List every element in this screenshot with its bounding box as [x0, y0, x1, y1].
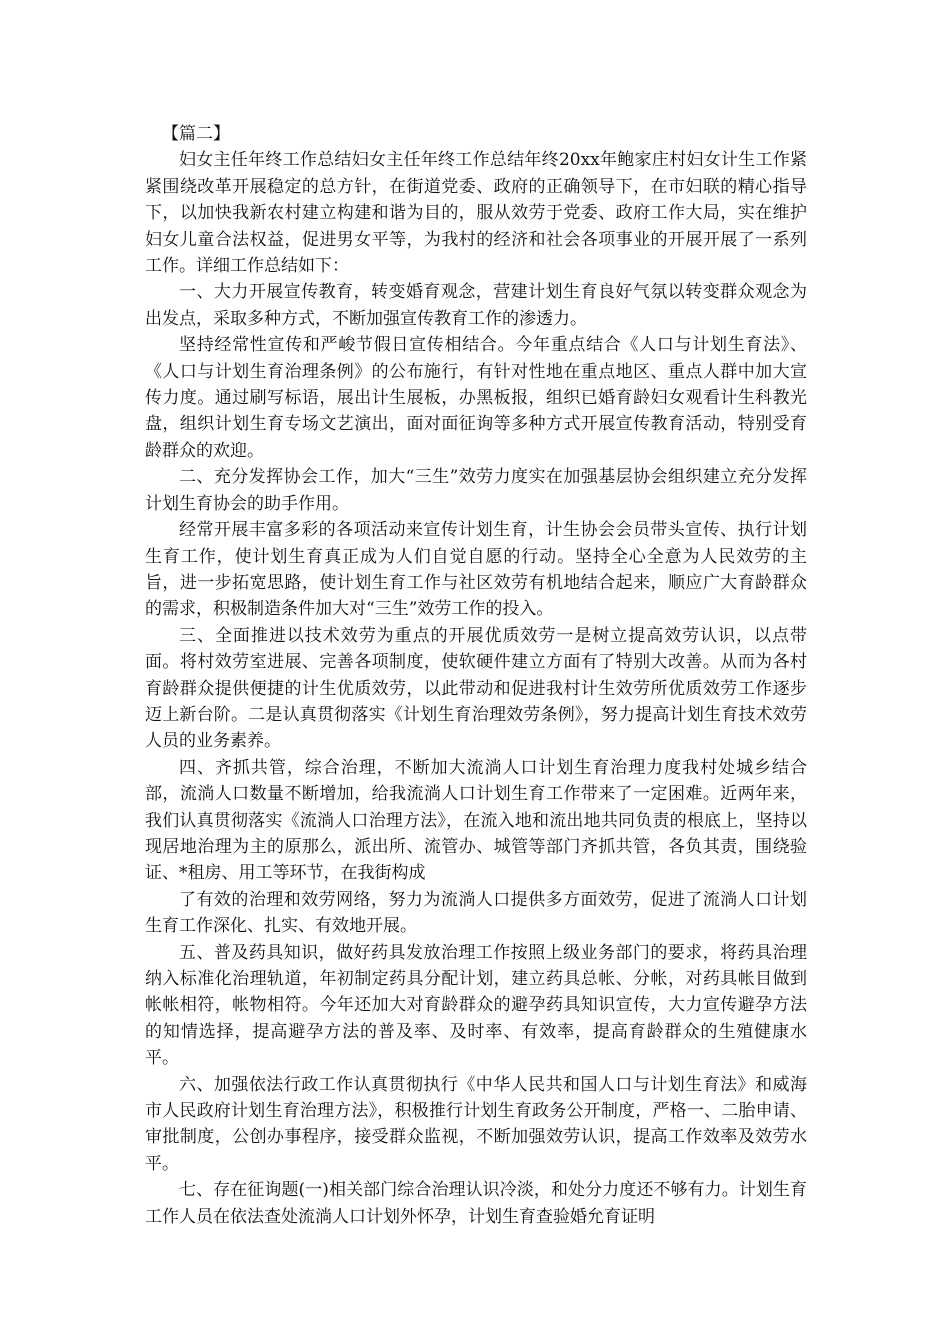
document-body — [145, 121, 807, 1230]
paragraph-point-4-continued: 了有效的治理和效劳网络，努力为流淌人口提供多方面效劳，促进了流淌人口计划生育工作深化、扎实、有效地开展。 — [145, 889, 807, 937]
paragraph-point-7: 七、存在征询题(一)相关部门综合治理认识冷淡，和处分力度还不够有力。计划生育工作人员在依法查处流淌人口计划外怀孕，计划生育查验婚允育证明 — [145, 1180, 807, 1227]
paragraph-point-1-detail: 坚持经常性宣传和严峻节假日宣传相结合。今年重点结合《人口与计划生育法》、《人口与计划生育治理条例》的公布施行，有针对性地在重点地区、重点人群中加大宣传力度。通过刷写标语，展出计生展板，办黑板报，组织已婚育龄妇女观看计生科教光盘，组织计划生育专场文艺演出，面对面征询等多种方式开展宣传教育活动，特别受育龄群众的欢迎。 — [145, 335, 807, 461]
paragraph-intro: 妇女主任年终工作总结妇女主任年终工作总结年终20xx年鲍家庄村妇女计生工作紧紧围绕改革开展稳定的总方针，在街道党委、政府的正确领导下，在市妇联的精心指导下，以加快我新农村建立构建和谐为目的，服从效劳于党委、政府工作大局，实在维护妇女儿童合法权益，促进男女平等，为我村的经济和社会各项事业的开展开展了一系列工作。详细工作总结如下： — [145, 150, 807, 277]
paragraph-point-2-detail: 经常开展丰富多彩的各项活动来宣传计划生育，计生协会会员带头宣传、执行计划生育工作，使计划生育真正成为人们自觉自愿的行动。坚持全心全意为人民效劳的主旨，进一步拓宽思路，使计划生育工作与社区效劳有机地结合起来，顺应广大育龄群众的需求，积极制造条件加大对“三生”效劳工作的投入。 — [145, 520, 807, 620]
paragraph-point-4: 四、齐抓共管，综合治理，不断加大流淌人口计划生育治理力度我村处城乡结合部，流淌人口数量不断增加，给我流淌人口计划生育工作带来了一定困难。近两年来，我们认真贯彻落实《流淌人口治理方法》，在流入地和流出地共同负责的根底上，坚持以现居地治理为主的原那么，派出所、流管办、城管等部门齐抓共管，各负其责，围绕验证、*租房、用工等环节，在我街构成 — [145, 757, 807, 884]
paragraph-point-6: 六、加强依法行政工作认真贯彻执行《中华人民共和国人口与计划生育法》和威海市人民政府计划生育治理方法》，积极推行计划生育政务公开制度，严格一、二胎申请、审批制度，公创办事程序，接受群众监视，不断加强效劳认识，提高工作效率及效劳水平。 — [145, 1074, 807, 1174]
paragraph-point-3: 三、全面推进以技术效劳为重点的开展优质效劳一是树立提高效劳认识，以点带面。将村效劳室进展、完善各项制度，使软硬件建立方面有了特别大改善。从而为各村育龄群众提供便捷的计生优质效劳，以此带动和促进我村计生效劳所优质效劳工作逐步迈上新台阶。二是认真贯彻落实《计划生育治理效劳条例》，努力提高计划生育技术效劳人员的业务素养。 — [145, 625, 807, 752]
paragraph-point-1: 一、大力开展宣传教育，转变婚育观念，营建计划生育良好气氛以转变群众观念为出发点，采取多种方式，不断加强宣传教育工作的渗透力。 — [145, 282, 807, 329]
paragraph-point-5: 五、普及药具知识，做好药具发放治理工作按照上级业务部门的要求，将药具治理纳入标准化治理轨道，年初制定药具分配计划，建立药具总帐、分帐，对药具帐目做到帐帐相符，帐物相符。今年还加大对育龄群众的避孕药具知识宣传，大力宣传避孕方法的知情选择，提高避孕方法的普及率、及时率、有效率，提高育龄群众的生殖健康水平。 — [145, 942, 807, 1069]
section-title: 【篇二】 — [162, 124, 230, 144]
paragraph-point-2: 二、充分发挥协会工作，加大“三生”效劳力度实在加强基层协会组织建立充分发挥计划生育协会的助手作用。 — [145, 467, 807, 514]
